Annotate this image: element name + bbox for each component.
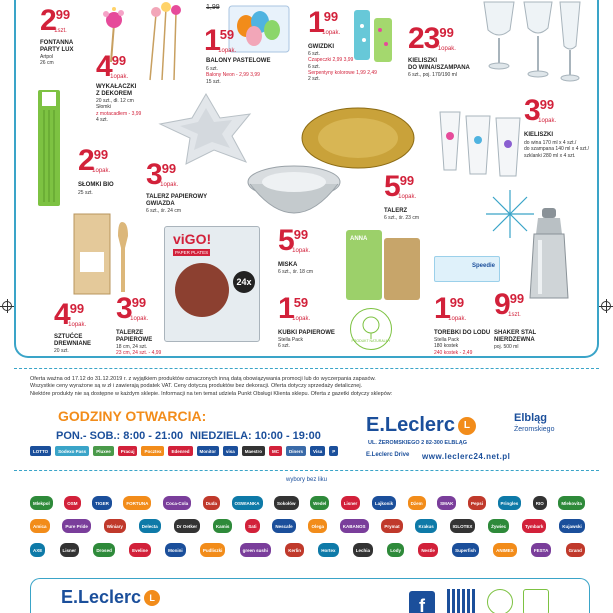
name-talerze-papierowe: TALERZE PAPIEROWE	[116, 330, 153, 343]
facebook-icon[interactable]: f	[409, 591, 435, 613]
partner-logos-row-2	[30, 519, 585, 533]
name-slomki: SŁOMKI BIO	[78, 182, 114, 188]
payment-logo: Pocztex	[141, 446, 164, 456]
payment-logo: MC	[269, 446, 282, 456]
payment-logo: Diners	[286, 446, 306, 456]
partner-logo: Olega	[308, 519, 327, 533]
footer-brand: E.Leclerc L	[61, 587, 160, 608]
partner-logo: Sokołów	[274, 496, 299, 510]
name-kieliszki-wina: KIELISZKI DO WINA/SZAMPANA	[408, 58, 470, 71]
kieliszki-plastic-image	[436, 110, 526, 182]
store-city: Elbląg	[514, 412, 548, 424]
partner-logo: RIO	[533, 496, 547, 510]
partner-logo: Nescafe	[272, 519, 295, 533]
store-address: UL. ŻEROMSKIEGO 2 82-300 ELBLĄG	[368, 440, 468, 446]
partner-logo: Pure Pride	[62, 519, 91, 533]
desc-talerz: 6 szt., śr. 23 cm	[384, 215, 420, 221]
vigo-pack	[164, 226, 260, 342]
recycle-icon	[487, 589, 513, 613]
name-kieliszki: KIELISZKI	[524, 132, 554, 138]
partner-logo: Lody	[387, 543, 404, 557]
partner-logo: Żywiec	[488, 519, 509, 533]
partner-logo: Duda	[203, 496, 220, 510]
name-gwizdki: GWIZDKI	[308, 44, 334, 50]
miska-image	[244, 162, 344, 226]
partner-logo: OSWIANKA	[232, 496, 263, 510]
name-miska: MISKA	[278, 262, 298, 268]
name-talerz: TALERZ	[384, 208, 408, 214]
qr-code-icon	[447, 589, 475, 613]
price-talerz-gwiazda: 399 1opak.	[146, 158, 179, 191]
desc-balony: 6 szt. Balony Neon - 2,99 3,99 15 szt.	[206, 66, 260, 85]
partner-logo: Lisner	[341, 496, 361, 510]
name-kubki: KUBKI PAPIEROWE	[278, 330, 335, 336]
partner-logo: Lechia	[353, 543, 373, 557]
store-url[interactable]: www.leclerc24.net.pl	[422, 452, 511, 461]
sztucce-image	[70, 212, 140, 296]
vigo-logo: viGO!	[173, 231, 212, 247]
desc-fontanna: Artpol 26 cm	[40, 54, 54, 67]
partner-logo: Mlekovita	[558, 496, 585, 510]
payment-logo: Pluxee	[93, 446, 114, 456]
partner-logo: FORTUNA	[123, 496, 151, 510]
desc-wykalaczki: 20 szt., dł. 12 cm Słomki z motacadłem - 3,99 4 szt.	[96, 98, 142, 123]
partner-logo: Eveline	[129, 543, 151, 557]
price-torebki: 199 1opak.	[434, 292, 467, 325]
payment-logo: Monitor	[197, 446, 220, 456]
kieliszki-wina-image	[474, 0, 594, 84]
store-street: Żeromskiego	[514, 426, 555, 433]
partner-logo: Pepsi	[468, 496, 486, 510]
eco-icon	[523, 589, 549, 613]
store-brand: E.Leclerc L	[366, 414, 476, 437]
price-miska: 599 1opak.	[278, 224, 311, 257]
slomki-image	[36, 88, 62, 208]
name-sztucce: SZTUĆCE DREWNIANE	[54, 334, 91, 347]
price-gwizdki: 199 1opak.	[308, 6, 341, 39]
vigo-count: 24x	[233, 271, 255, 293]
partner-logo: Grand	[566, 543, 585, 557]
partner-logo: Delecta	[139, 519, 161, 533]
legal-text: Oferta ważna od 17.12 do 31.12.2019 r. z wyjątkiem produktów oznaczonych inną datą obowiązywania promocji lub do wyczerpania zapasów. Wszystkie ceny wyrażone są w zł i zawierają podatek VAT. Ceny dotyczą produktów bez dekoracji. Oferta dotyczy sprzedaży detalicznej. Niektóre produkty nie są dostępne w każdym sklepie. Informacji na ten temat udziela Punkt Obsługi Klienta sklepu. Oferta z gazetki dotyczy sklepów:	[30, 376, 393, 397]
price-kieliszki-wina: 2399 1opak.	[408, 22, 456, 55]
old-price-balony: 1,99	[206, 4, 220, 11]
drive-logo: E.Leclerc Drive	[366, 452, 410, 458]
product-panel	[14, 0, 599, 358]
gwizdki-image	[350, 4, 400, 68]
partner-logo: Dr Oetker	[174, 519, 201, 533]
price-kieliszki: 399 1opak.	[524, 94, 557, 127]
talerz-gwiazda-image	[146, 90, 266, 170]
partner-logo: Wedel	[310, 496, 329, 510]
registration-mark-right	[601, 301, 611, 311]
payment-logo: P	[329, 446, 338, 456]
desc-kubki: Stella Pack 6 szt.	[278, 337, 304, 350]
payment-logo: LOTTO	[30, 446, 51, 456]
leclerc-logo-icon: L	[458, 417, 476, 435]
partner-logo: Amica	[30, 519, 50, 533]
name-balony: BALONY PASTELOWE	[206, 58, 271, 64]
footer	[30, 578, 590, 613]
partner-logo: Coca-Cola	[163, 496, 191, 510]
partner-logo: Lisner	[60, 543, 80, 557]
partner-logo: SMAK	[437, 496, 456, 510]
partner-logo: ANIMEX	[493, 543, 517, 557]
price-shaker: 999 1szt.	[494, 288, 525, 321]
partner-logo: Pudliszki	[200, 543, 226, 557]
partner-logo: Monini	[165, 543, 186, 557]
partner-logo: Kamis	[213, 519, 233, 533]
desc-kieliszki-wina: 6 szt., poj. 170/190 ml	[408, 72, 457, 78]
payment-logo: Pracuj	[118, 446, 138, 456]
partner-logo: AXE	[30, 543, 45, 557]
desc-shaker: poj. 500 ml	[494, 344, 519, 350]
kubki-pack	[346, 230, 422, 304]
hours-weekdays: PON.- SOB.: 8:00 - 21:00	[56, 430, 184, 442]
partner-logo: IGLOTEX	[450, 519, 476, 533]
desc-slomki: 25 szt.	[78, 190, 93, 196]
hours-sunday: NIEDZIELA: 10:00 - 19:00	[190, 430, 321, 442]
anna-logo: ANNA	[350, 236, 368, 242]
partner-logo: Krakus	[415, 519, 436, 533]
balony-image	[224, 4, 294, 54]
payment-logo: Visa	[310, 446, 325, 456]
payment-logo: Sodexo Pass	[55, 446, 89, 456]
hours-title: GODZINY OTWARCIA:	[58, 408, 207, 424]
partner-logo: Nestle	[418, 543, 438, 557]
price-balony: 159 1opak.	[204, 24, 237, 57]
shaker-image	[524, 206, 574, 302]
partner-logo: Hortex	[318, 543, 338, 557]
speedie-logo: Speedie	[471, 263, 495, 269]
desc-miska: 6 szt., śr. 18 cm	[278, 269, 314, 275]
partner-logo: Tymbark	[522, 519, 546, 533]
produkt-naturalny-badge: PRODUKT NATURALNY	[350, 308, 392, 350]
divider-middle	[14, 470, 599, 471]
price-fontanna: 299 1szt.	[40, 4, 71, 37]
desc-talerze-papierowe: 18 cm, 24 szt. 23 cm, 24 szt. - 4,99	[116, 344, 162, 357]
name-fontanna: FONTANNA PARTY LUX	[40, 40, 74, 53]
partner-logo: KABANOS	[340, 519, 369, 533]
payment-logo: Maestro	[242, 446, 265, 456]
footer-leclerc-logo-icon: L	[144, 590, 160, 606]
partner-logo: Sati	[245, 519, 259, 533]
wykalaczki-image	[142, 2, 186, 82]
partner-logo: Kujawski	[559, 519, 585, 533]
partner-logo: green sushi	[240, 543, 271, 557]
vigo-subtitle: PAPER PLATES	[175, 250, 209, 255]
partner-logo: Drosed	[93, 543, 115, 557]
name-torebki: TOREBKI DO LODU	[434, 330, 491, 336]
desc-talerz-gwiazda: 6 szt., śr. 24 cm	[146, 208, 182, 214]
partners-title: wybory bez liku	[285, 477, 327, 483]
partner-logo: Pringles	[498, 496, 522, 510]
torebki-pack	[434, 256, 500, 282]
divider-top	[14, 368, 599, 369]
partner-logo: Mlekpol	[30, 496, 53, 510]
partner-logos-row-3	[30, 543, 585, 557]
partner-logo: Superfish	[452, 543, 479, 557]
partner-logo: Lajkonik	[372, 496, 396, 510]
desc-sztucce: 20 szt.	[54, 348, 69, 354]
payment-logo: visa	[223, 446, 238, 456]
price-sztucce: 499 1opak.	[54, 298, 87, 331]
price-talerze-papierowe: 399 1opak.	[116, 292, 149, 325]
name-shaker: SHAKER STAL NIERDZEWNA	[494, 330, 537, 343]
price-slomki: 299 1opak.	[78, 144, 111, 177]
price-talerz: 599 1opak.	[384, 170, 417, 203]
name-wykalaczki: WYKAŁACZKI Z DEKOREM	[96, 84, 137, 97]
partner-logo: Dżem	[408, 496, 426, 510]
name-talerz-gwiazda: TALERZ PAPIEROWY GWIAZDA	[146, 194, 208, 207]
price-kubki: 159 1opak.	[278, 292, 311, 325]
partner-logo: OSM	[64, 496, 80, 510]
desc-kieliszki: do wina 170 ml x 4 szt./ do szampana 140 ml x 4 szt./ szklanki 280 ml x 4 szt.	[524, 140, 590, 159]
partner-logo: TIGER	[92, 496, 112, 510]
payment-logo: Edenred	[168, 446, 192, 456]
vigo-plate-image	[175, 263, 229, 317]
partner-logos-row-1	[30, 496, 585, 510]
partner-logo: Prymat	[381, 519, 402, 533]
partner-logo: FESTA	[531, 543, 551, 557]
registration-mark-left	[2, 301, 12, 311]
partner-logo: Kerlin	[285, 543, 304, 557]
partner-logo: Winiary	[104, 519, 126, 533]
payment-methods	[30, 446, 338, 458]
desc-gwizdki: 6 szt. Czapeczki 2,99 3,99 6 szt. Serpentyny kolorowe 1,99 2,49 2 szt.	[308, 51, 377, 82]
desc-torebki: Stella Pack 180 kostek 240 kostek - 2,49	[434, 337, 473, 356]
price-wykalaczki: 499 1opak.	[96, 50, 129, 83]
